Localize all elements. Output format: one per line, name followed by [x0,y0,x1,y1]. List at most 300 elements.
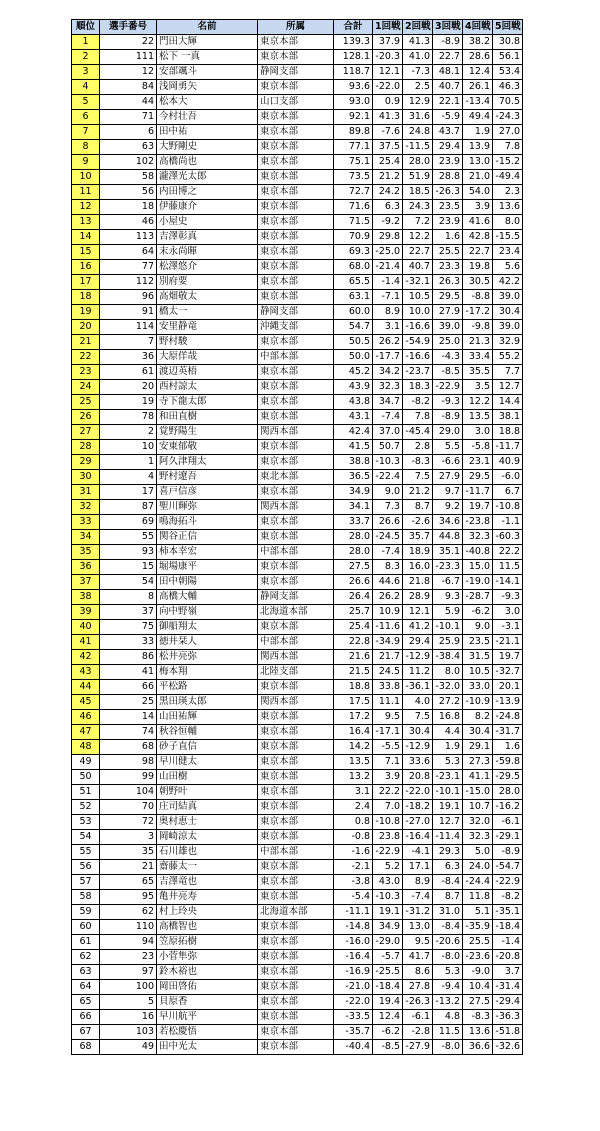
round-4-cell: 25.5 [463,935,493,950]
affiliation-cell: 東京本部 [258,110,334,125]
round-2-cell: 41.0 [403,50,433,65]
round-2-cell: 21.8 [403,575,433,590]
player-name-cell: 西村諒太 [157,380,258,395]
round-3-cell: 23.5 [433,200,463,215]
round-5-cell: -49.4 [493,170,523,185]
round-4-cell: 49.4 [463,110,493,125]
total-cell: 73.5 [334,170,373,185]
round-3-cell: 5.9 [433,605,463,620]
player-name-cell: 松本大 [157,95,258,110]
affiliation-cell: 東京本部 [258,1025,334,1040]
player-number-cell: 16 [100,1010,157,1025]
player-number-cell: 35 [100,845,157,860]
header-name: 名前 [157,20,258,35]
total-cell: 13.2 [334,770,373,785]
table-row [72,995,523,1010]
table-row [72,515,523,530]
table-row [72,425,523,440]
round-3-cell: 19.1 [433,800,463,815]
round-4-cell: 10.7 [463,800,493,815]
player-name-cell: 安里静竜 [157,320,258,335]
round-2-cell: 9.5 [403,935,433,950]
round-4-cell: -17.2 [463,305,493,320]
player-number-cell: 22 [100,35,157,50]
rank-cell: 10 [72,170,100,185]
table-row [72,455,523,470]
round-1-cell: -25.5 [373,965,403,980]
round-5-cell: -1.4 [493,935,523,950]
player-number-cell: 91 [100,305,157,320]
round-2-cell: 8.7 [403,500,433,515]
affiliation-cell: 東京本部 [258,935,334,950]
round-5-cell: 23.4 [493,245,523,260]
total-cell: 139.3 [334,35,373,50]
player-number-cell: 2 [100,425,157,440]
round-5-cell: 8.0 [493,215,523,230]
round-5-cell: -15.5 [493,230,523,245]
round-5-cell: 3.0 [493,605,523,620]
rank-cell: 45 [72,695,100,710]
round-5-cell: -6.0 [493,470,523,485]
round-5-cell: -32.6 [493,1040,523,1055]
round-4-cell: 29.1 [463,740,493,755]
total-cell: -11.1 [334,905,373,920]
affiliation-cell: 東京本部 [258,335,334,350]
total-cell: 2.4 [334,800,373,815]
affiliation-cell: 東京本部 [258,755,334,770]
table-row [72,170,523,185]
player-number-cell: 54 [100,575,157,590]
player-number-cell: 111 [100,50,157,65]
round-1-cell: -18.4 [373,980,403,995]
table-row [72,530,523,545]
round-2-cell: 28.9 [403,590,433,605]
header-affiliation: 所属 [258,20,334,35]
round-1-cell: 7.1 [373,755,403,770]
affiliation-cell: 東京本部 [258,290,334,305]
round-2-cell: 33.6 [403,755,433,770]
table-row [72,740,523,755]
round-4-cell: 41.1 [463,770,493,785]
total-cell: 54.7 [334,320,373,335]
round-3-cell: 44.8 [433,530,463,545]
affiliation-cell: 東京本部 [258,260,334,275]
player-number-cell: 49 [100,1040,157,1055]
round-4-cell: 19.7 [463,500,493,515]
rank-cell: 65 [72,995,100,1010]
affiliation-cell: 東京本部 [258,185,334,200]
total-cell: 38.8 [334,455,373,470]
player-number-cell: 12 [100,65,157,80]
affiliation-cell: 東京本部 [258,170,334,185]
round-3-cell: 5.3 [433,755,463,770]
round-3-cell: 29.3 [433,845,463,860]
player-name-cell: 聖川輝弥 [157,500,258,515]
total-cell: -5.4 [334,890,373,905]
affiliation-cell: 北陸支部 [258,665,334,680]
affiliation-cell: 東京本部 [258,125,334,140]
round-1-cell: -9.2 [373,215,403,230]
total-cell: 128.1 [334,50,373,65]
table-row [72,320,523,335]
round-4-cell: -8.3 [463,1010,493,1025]
table-row [72,950,523,965]
round-2-cell: -11.5 [403,140,433,155]
player-name-cell: 徳井栞人 [157,635,258,650]
round-4-cell: 38.2 [463,35,493,50]
rank-cell: 67 [72,1025,100,1040]
total-cell: 69.3 [334,245,373,260]
table-body [72,35,523,1055]
player-name-cell: 貝原香 [157,995,258,1010]
player-name-cell: 鳴海拓斗 [157,515,258,530]
table-row [72,395,523,410]
round-1-cell: -29.0 [373,935,403,950]
affiliation-cell: 東京本部 [258,35,334,50]
player-name-cell: 瀧澤光太郎 [157,170,258,185]
rank-cell: 9 [72,155,100,170]
total-cell: 68.0 [334,260,373,275]
player-number-cell: 25 [100,695,157,710]
round-4-cell: 12.4 [463,65,493,80]
affiliation-cell: 東京本部 [258,725,334,740]
table-row [72,125,523,140]
player-number-cell: 36 [100,350,157,365]
total-cell: 63.1 [334,290,373,305]
rank-cell: 35 [72,545,100,560]
affiliation-cell: 東京本部 [258,875,334,890]
round-2-cell: -27.9 [403,1040,433,1055]
total-cell: 42.4 [334,425,373,440]
round-2-cell: -45.4 [403,425,433,440]
player-name-cell: 内田博之 [157,185,258,200]
round-5-cell: -29.1 [493,830,523,845]
round-5-cell: -8.9 [493,845,523,860]
round-4-cell: 5.1 [463,905,493,920]
player-number-cell: 6 [100,125,157,140]
round-3-cell: -8.0 [433,950,463,965]
player-name-cell: 寺下龍太郎 [157,395,258,410]
round-3-cell: 4.8 [433,1010,463,1025]
round-5-cell: -21.1 [493,635,523,650]
affiliation-cell: 関西本部 [258,425,334,440]
affiliation-cell: 東京本部 [258,815,334,830]
round-4-cell: 3.0 [463,425,493,440]
round-3-cell: -23.1 [433,770,463,785]
round-5-cell: 30.4 [493,305,523,320]
player-name-cell: 別府要 [157,275,258,290]
round-2-cell: 24.8 [403,125,433,140]
round-3-cell: 23.3 [433,260,463,275]
round-3-cell: 27.2 [433,695,463,710]
round-5-cell: -29.5 [493,770,523,785]
player-name-cell: 松澤悠介 [157,260,258,275]
total-cell: 25.7 [334,605,373,620]
round-5-cell: -14.1 [493,575,523,590]
rank-cell: 26 [72,410,100,425]
total-cell: 16.4 [334,725,373,740]
round-2-cell: -26.3 [403,995,433,1010]
round-5-cell: 19.7 [493,650,523,665]
total-cell: 70.9 [334,230,373,245]
rank-cell: 16 [72,260,100,275]
player-number-cell: 87 [100,500,157,515]
player-name-cell: 高橋尚也 [157,155,258,170]
rank-cell: 66 [72,1010,100,1025]
rank-cell: 6 [72,110,100,125]
round-3-cell: 23.9 [433,215,463,230]
round-4-cell: 33.0 [463,680,493,695]
table-row [72,980,523,995]
round-3-cell: 5.5 [433,440,463,455]
round-4-cell: 15.0 [463,560,493,575]
round-2-cell: -31.2 [403,905,433,920]
player-number-cell: 46 [100,215,157,230]
round-1-cell: -25.0 [373,245,403,260]
round-3-cell: 12.7 [433,815,463,830]
total-cell: 41.5 [334,440,373,455]
round-4-cell: 10.4 [463,980,493,995]
table-row [72,440,523,455]
affiliation-cell: 東京本部 [258,965,334,980]
player-number-cell: 98 [100,755,157,770]
header-round-1: 1回戦 [373,20,403,35]
player-number-cell: 78 [100,410,157,425]
round-3-cell: 28.8 [433,170,463,185]
round-1-cell: -6.2 [373,1025,403,1040]
affiliation-cell: 中部本部 [258,845,334,860]
affiliation-cell: 東京本部 [258,530,334,545]
affiliation-cell: 関西本部 [258,500,334,515]
round-4-cell: -5.8 [463,440,493,455]
total-cell: -1.6 [334,845,373,860]
rank-cell: 25 [72,395,100,410]
round-1-cell: -7.6 [373,125,403,140]
round-2-cell: 8.9 [403,875,433,890]
table-row [72,665,523,680]
round-1-cell: -7.1 [373,290,403,305]
rank-cell: 64 [72,980,100,995]
player-number-cell: 20 [100,380,157,395]
total-cell: -0.8 [334,830,373,845]
round-5-cell: 7.8 [493,140,523,155]
round-3-cell: -10.1 [433,620,463,635]
round-4-cell: -35.9 [463,920,493,935]
round-4-cell: 5.0 [463,845,493,860]
affiliation-cell: 東京本部 [258,380,334,395]
table-row [72,920,523,935]
rank-cell: 5 [72,95,100,110]
round-5-cell: -54.7 [493,860,523,875]
table-row [72,725,523,740]
table-row [72,830,523,845]
affiliation-cell: 東京本部 [258,365,334,380]
total-cell: 50.0 [334,350,373,365]
player-name-cell: 齋藤太一 [157,860,258,875]
rank-cell: 53 [72,815,100,830]
rank-cell: 11 [72,185,100,200]
round-4-cell: 3.5 [463,380,493,395]
round-1-cell: 21.2 [373,170,403,185]
rank-cell: 38 [72,590,100,605]
total-cell: 36.5 [334,470,373,485]
round-3-cell: -8.9 [433,35,463,50]
affiliation-cell: 東京本部 [258,1010,334,1025]
round-2-cell: 18.5 [403,185,433,200]
table-row [72,260,523,275]
player-number-cell: 104 [100,785,157,800]
table-row [72,710,523,725]
table-row [72,650,523,665]
affiliation-cell: 東京本部 [258,710,334,725]
affiliation-cell: 東京本部 [258,440,334,455]
round-5-cell: 7.7 [493,365,523,380]
round-4-cell: -15.0 [463,785,493,800]
round-1-cell: -11.6 [373,620,403,635]
total-cell: -33.5 [334,1010,373,1025]
round-4-cell: 13.6 [463,1025,493,1040]
round-1-cell: -21.4 [373,260,403,275]
affiliation-cell: 静岡支部 [258,305,334,320]
round-3-cell: -10.1 [433,785,463,800]
round-3-cell: -20.6 [433,935,463,950]
player-name-cell: 末永尚暉 [157,245,258,260]
round-4-cell: -9.0 [463,965,493,980]
round-4-cell: -23.6 [463,950,493,965]
player-number-cell: 69 [100,515,157,530]
round-2-cell: 29.4 [403,635,433,650]
round-1-cell: -1.4 [373,275,403,290]
player-number-cell: 41 [100,665,157,680]
round-5-cell: 56.1 [493,50,523,65]
round-2-cell: 28.0 [403,155,433,170]
round-3-cell: 39.0 [433,320,463,335]
table-row [72,140,523,155]
round-1-cell: -17.7 [373,350,403,365]
table-row [72,155,523,170]
round-4-cell: 11.8 [463,890,493,905]
table-row [72,230,523,245]
player-name-cell: 高畑敬太 [157,290,258,305]
table-row [72,800,523,815]
affiliation-cell: 北海道本部 [258,605,334,620]
player-number-cell: 17 [100,485,157,500]
round-1-cell: 19.1 [373,905,403,920]
round-1-cell: -20.3 [373,50,403,65]
header-round-3: 3回戦 [433,20,463,35]
player-number-cell: 14 [100,710,157,725]
rank-cell: 28 [72,440,100,455]
rank-cell: 40 [72,620,100,635]
rank-cell: 12 [72,200,100,215]
table-row [72,545,523,560]
rank-cell: 51 [72,785,100,800]
player-number-cell: 21 [100,860,157,875]
round-2-cell: -4.1 [403,845,433,860]
total-cell: 22.8 [334,635,373,650]
rank-cell: 46 [72,710,100,725]
round-4-cell: 10.5 [463,665,493,680]
total-cell: 17.2 [334,710,373,725]
total-cell: 33.7 [334,515,373,530]
round-4-cell: 21.0 [463,170,493,185]
player-name-cell: 浅岡勇矢 [157,80,258,95]
player-name-cell: 若松慶悟 [157,1025,258,1040]
round-3-cell: 25.9 [433,635,463,650]
header-total: 合計 [334,20,373,35]
table-row [72,485,523,500]
total-cell: 18.8 [334,680,373,695]
total-cell: -22.0 [334,995,373,1010]
round-3-cell: 6.3 [433,860,463,875]
total-cell: 72.7 [334,185,373,200]
round-2-cell: 41.2 [403,620,433,635]
total-cell: -16.0 [334,935,373,950]
player-number-cell: 65 [100,875,157,890]
round-3-cell: -6.7 [433,575,463,590]
player-name-cell: 平松路 [157,680,258,695]
player-name-cell: 和田直樹 [157,410,258,425]
round-4-cell: -28.7 [463,590,493,605]
round-4-cell: 29.5 [463,470,493,485]
affiliation-cell: 東京本部 [258,620,334,635]
player-number-cell: 37 [100,605,157,620]
player-name-cell: 御船翔太 [157,620,258,635]
round-2-cell: 27.8 [403,980,433,995]
round-4-cell: -40.8 [463,545,493,560]
round-3-cell: 11.5 [433,1025,463,1040]
round-5-cell: -36.3 [493,1010,523,1025]
round-2-cell: -16.6 [403,350,433,365]
player-name-cell: 田中祐 [157,125,258,140]
round-5-cell: -60.3 [493,530,523,545]
total-cell: 43.1 [334,410,373,425]
round-2-cell: 35.7 [403,530,433,545]
table-row [72,785,523,800]
round-2-cell: 31.6 [403,110,433,125]
round-1-cell: 8.9 [373,305,403,320]
total-cell: 14.2 [334,740,373,755]
round-2-cell: -32.1 [403,275,433,290]
round-3-cell: 25.5 [433,245,463,260]
round-3-cell: 34.6 [433,515,463,530]
table-row [72,590,523,605]
round-1-cell: 3.1 [373,320,403,335]
total-cell: -14.8 [334,920,373,935]
round-4-cell: 24.0 [463,860,493,875]
table-row [72,350,523,365]
total-cell: 93.6 [334,80,373,95]
affiliation-cell: 東京本部 [258,50,334,65]
rank-cell: 55 [72,845,100,860]
round-3-cell: 26.3 [433,275,463,290]
rank-cell: 37 [72,575,100,590]
round-3-cell: -8.0 [433,1040,463,1055]
player-number-cell: 112 [100,275,157,290]
round-4-cell: 9.0 [463,620,493,635]
table-row [72,275,523,290]
table-row [72,770,523,785]
round-3-cell: -8.4 [433,875,463,890]
round-5-cell: -20.8 [493,950,523,965]
rank-cell: 60 [72,920,100,935]
total-cell: 71.6 [334,200,373,215]
round-1-cell: 12.4 [373,1010,403,1025]
round-4-cell: -9.8 [463,320,493,335]
affiliation-cell: 沖縄支部 [258,320,334,335]
player-name-cell: 渡辺英梧 [157,365,258,380]
round-3-cell: 35.1 [433,545,463,560]
